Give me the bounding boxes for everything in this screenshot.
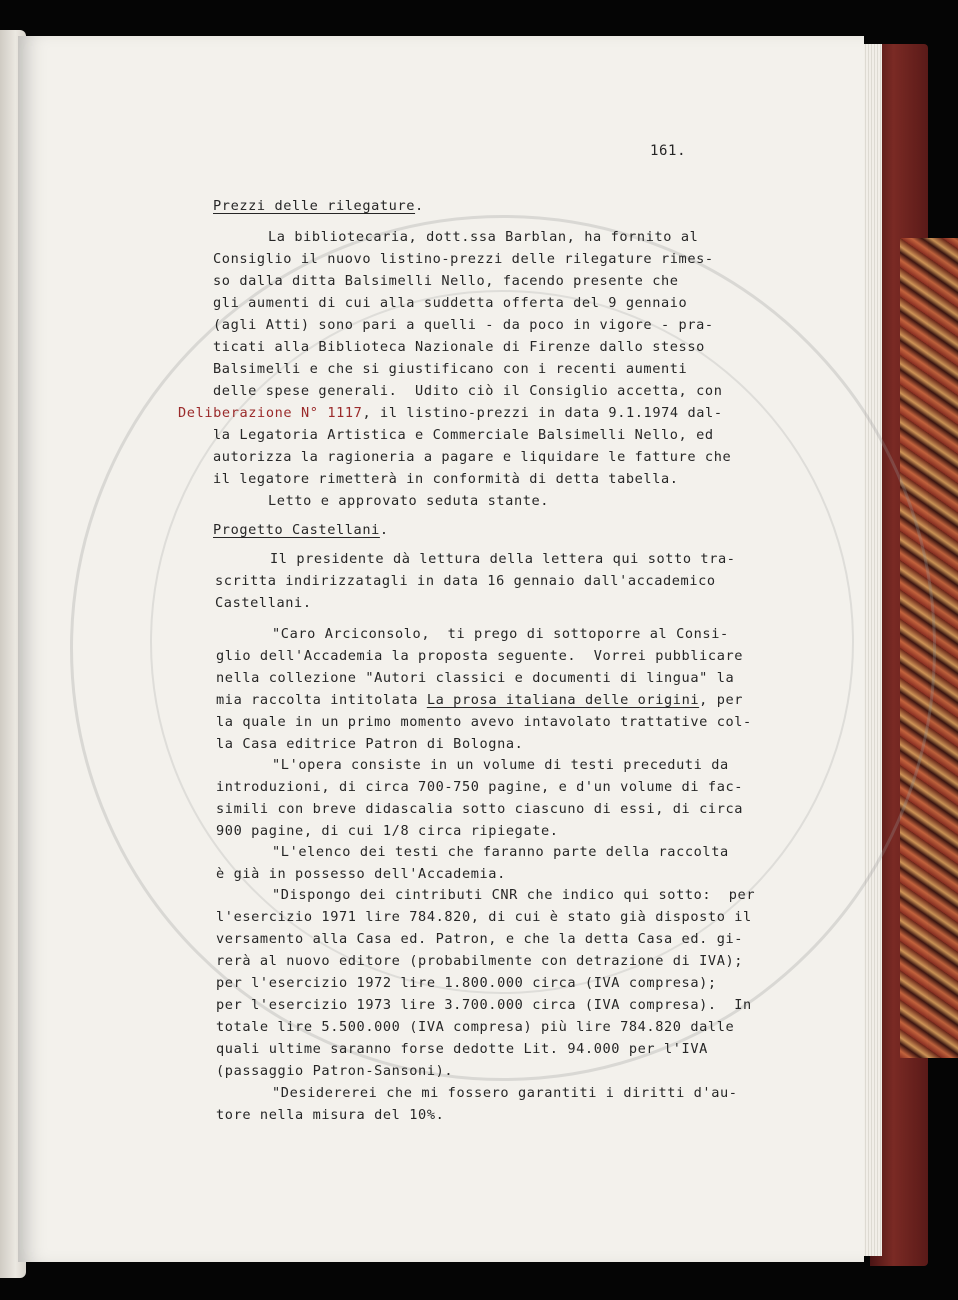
letter-line: "L'elenco dei testi che faranno parte della raccolta bbox=[272, 844, 729, 860]
heading-castellani bbox=[213, 522, 389, 538]
heading-castellani-tail: . bbox=[379, 522, 389, 538]
heading-castellani-text: Progetto Castellani bbox=[213, 522, 380, 538]
letter-line: "Caro Arciconsolo, ti prego di sottoporre al Consi- bbox=[272, 626, 729, 642]
letter-line: 900 pagine, di cui 1/8 circa ripiegate. bbox=[216, 823, 559, 839]
para1-line: La bibliotecaria, dott.ssa Barblan, ha fornito al bbox=[268, 229, 699, 245]
letter-title-line bbox=[216, 692, 743, 708]
para1-line: Consiglio il nuovo listino-prezzi delle rilegature rimes- bbox=[213, 251, 714, 267]
deliberation-label: Deliberazione N° 1117 bbox=[178, 405, 363, 421]
letter-title-post: , per bbox=[699, 692, 744, 708]
letter-line: tore nella misura del 10%. bbox=[216, 1107, 445, 1123]
para1-line: gli aumenti di cui alla suddetta offerta del 9 gennaio bbox=[213, 295, 688, 311]
heading-rilegature bbox=[213, 198, 424, 214]
letter-line: "Dispongo dei cintributi CNR che indico qui sotto: per bbox=[272, 887, 756, 903]
approved-line: Letto e approvato seduta stante. bbox=[268, 493, 550, 509]
letter-line: "Desidererei che mi fossero garantiti i diritti d'au- bbox=[272, 1085, 738, 1101]
letter-line: versamento alla Casa ed. Patron, e che la detta Casa ed. gi- bbox=[216, 931, 744, 947]
page-number: 161. bbox=[650, 143, 687, 159]
para1-line: delle spese generali. Udito ciò il Consiglio accetta, con bbox=[213, 383, 723, 399]
letter-line: "L'opera consiste in un volume di testi preceduti da bbox=[272, 757, 729, 773]
letter-line: nella collezione "Autori classici e documenti di lingua" la bbox=[216, 670, 735, 686]
heading-rilegature-tail: . bbox=[415, 198, 424, 214]
para2-line: scritta indirizzatagli in data 16 gennaio dall'accademico bbox=[215, 573, 716, 589]
letter-line: per l'esercizio 1973 lire 3.700.000 circa (IVA compresa). In bbox=[216, 997, 752, 1013]
letter-line: totale lire 5.500.000 (IVA compresa) più lire 784.820 dalle bbox=[216, 1019, 735, 1035]
letter-line: la quale in un primo momento avevo intavolato trattative col- bbox=[216, 714, 752, 730]
para1-line: autorizza la ragioneria a pagare e liquidare le fatture che bbox=[213, 449, 732, 465]
letter-title-pre: mia raccolta intitolata bbox=[216, 692, 427, 708]
deliberation-line bbox=[178, 405, 723, 421]
marbled-edge bbox=[900, 238, 958, 1058]
para1-line: so dalla ditta Balsimelli Nello, facendo presente che bbox=[213, 273, 679, 289]
para1-line: (agli Atti) sono pari a quelli - da poco in vigore - pra- bbox=[213, 317, 714, 333]
letter-line: (passaggio Patron-Sansoni). bbox=[216, 1063, 454, 1079]
letter-line: è già in possesso dell'Accademia. bbox=[216, 866, 506, 882]
para1-line: la Legatoria Artistica e Commerciale Balsimelli Nello, ed bbox=[213, 427, 714, 443]
deliberation-rest: , il listino-prezzi in data 9.1.1974 dal- bbox=[362, 405, 723, 421]
letter-line: rerà al nuovo editore (probabilmente con detrazione di IVA); bbox=[216, 953, 744, 969]
para2-line: Il presidente dà lettura della lettera qui sotto tra- bbox=[270, 551, 736, 567]
letter-line: glio dell'Accademia la proposta seguente. Vorrei pubblicare bbox=[216, 648, 744, 664]
para1-line: ticati alla Biblioteca Nazionale di Firenze dallo stesso bbox=[213, 339, 705, 355]
letter-line: simili con breve didascalia sotto ciascuno di essi, di circa bbox=[216, 801, 744, 817]
letter-line: l'esercizio 1971 lire 784.820, di cui è stato già disposto il bbox=[216, 909, 752, 925]
para1-line: Balsimelli e che si giustificano con i recenti aumenti bbox=[213, 361, 688, 377]
para1-line: il legatore rimetterà in conformità di detta tabella. bbox=[213, 471, 679, 487]
letter-line: per l'esercizio 1972 lire 1.800.000 circa (IVA compresa); bbox=[216, 975, 717, 991]
book-title: La prosa italiana delle origini bbox=[426, 692, 700, 708]
letter-line: quali ultime saranno forse dedotte Lit. 94.000 per l'IVA bbox=[216, 1041, 708, 1057]
letter-line: introduzioni, di circa 700-750 pagine, e d'un volume di fac- bbox=[216, 779, 744, 795]
para2-line: Castellani. bbox=[215, 595, 312, 611]
letter-line: la Casa editrice Patron di Bologna. bbox=[216, 736, 524, 752]
heading-rilegature-text: Prezzi delle rilegature bbox=[213, 198, 416, 214]
